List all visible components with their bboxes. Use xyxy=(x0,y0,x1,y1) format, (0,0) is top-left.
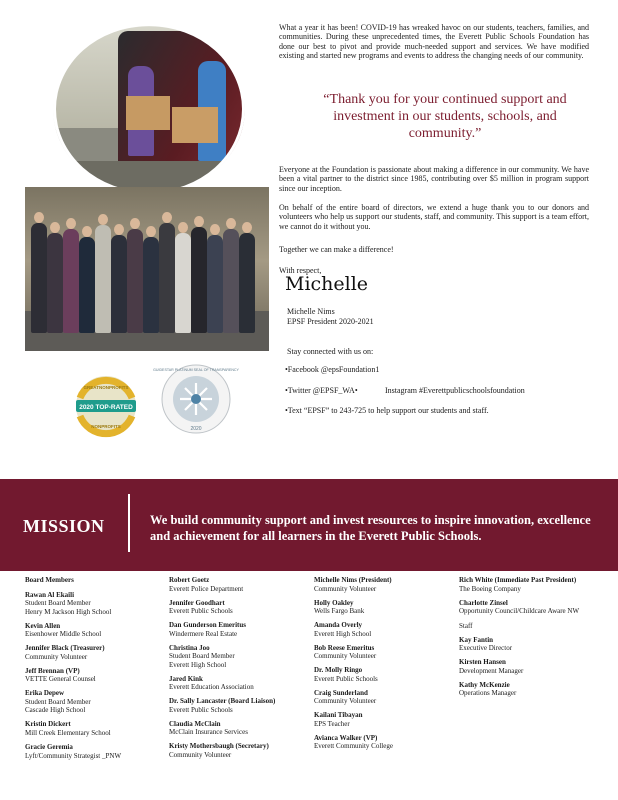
board-member xyxy=(25,689,160,715)
member-name: Amanda Overly xyxy=(314,621,363,630)
member-affiliation: Lyft/Community Strategist _PNW xyxy=(25,751,122,760)
member-affiliation: Student Board Member xyxy=(25,599,91,608)
member-affiliation: Cascade High School xyxy=(25,706,86,715)
member-name: Jennifer Goodhart xyxy=(169,598,225,607)
member-name: Kay Fantin xyxy=(459,635,494,644)
member-affiliation: Community Volunteer xyxy=(25,652,88,661)
member-name: Christina Joo xyxy=(169,643,210,652)
board-heading: Board Members xyxy=(25,576,74,584)
member-affiliation: Windermere Real Estate xyxy=(169,629,238,638)
member-affiliation: Everett High School xyxy=(314,629,372,638)
member-name: Gracie Geremia xyxy=(25,742,73,751)
member-affiliation: Student Board Member xyxy=(169,652,235,661)
badge1-bottom-text: NONPROFITS xyxy=(91,424,121,429)
member-name: Kathy McKenzie xyxy=(459,680,510,689)
member-affiliation: Henry M Jackson High School xyxy=(25,607,112,616)
board-member xyxy=(314,621,449,638)
board-member xyxy=(25,591,160,617)
member-affiliation: Everett Police Department xyxy=(169,584,244,593)
staff-heading: Staff xyxy=(459,621,473,630)
member-name: Kevin Allen xyxy=(25,621,61,630)
thank-you-paragraph: On behalf of the entire board of directors, we extend a huge thank you to our donors and volunteers who help us support our students, staff, and community. This support is a team effort, we cannot do it without you. xyxy=(279,203,589,231)
board-column-2 xyxy=(169,576,304,765)
member-affiliation: Everett Community College xyxy=(314,742,393,751)
board-member xyxy=(314,666,449,683)
board-member xyxy=(314,711,449,728)
member-affiliation: VETTE General Counsel xyxy=(25,675,96,684)
member-affiliation: Community Volunteer xyxy=(169,751,232,759)
member-affiliation: Operations Manager xyxy=(459,689,517,698)
member-affiliation: Wells Fargo Bank xyxy=(314,607,365,616)
member-affiliation: Everett Education Association xyxy=(169,683,254,692)
board-member xyxy=(169,742,304,759)
member-name: Dr. Molly Ringo xyxy=(314,666,363,675)
member-affiliation: Community Volunteer xyxy=(314,697,377,706)
member-name: Dr. Sally Lancaster (Board Liaison) xyxy=(169,697,276,706)
board-group-photo xyxy=(25,187,269,351)
member-affiliation: The Boeing Company xyxy=(459,584,521,593)
member-name: Jeff Brennan (VP) xyxy=(25,666,80,675)
badge2-text: GUIDESTAR PLATINUM SEAL OF TRANSPARENCY xyxy=(153,368,239,372)
board-member xyxy=(25,644,160,661)
board-member xyxy=(169,644,304,670)
board-member xyxy=(314,576,449,593)
board-member xyxy=(25,667,160,684)
member-affiliation: EPS Teacher xyxy=(314,719,350,728)
twitter-link[interactable]: •Twitter @EPSF_WA• xyxy=(285,386,358,395)
member-name: Charlotte Zinsel xyxy=(459,598,508,607)
signer-title: EPSF President 2020-2021 xyxy=(287,317,374,326)
board-column-3 xyxy=(314,576,449,757)
member-affiliation: Community Volunteer xyxy=(314,652,377,661)
instagram-link[interactable]: Instagram #Everettpublicschoolsfoundation xyxy=(385,386,525,395)
foundation-paragraph: Everyone at the Foundation is passionate about making a difference in our community. We have been a vital partner to the district since 1985, contributing over $5 million in program support since our inception. xyxy=(279,165,589,193)
board-member xyxy=(25,622,160,639)
board-member xyxy=(169,720,304,737)
mission-statement: We build community support and invest resources to inspire innovation, excellence and achievement for all learners in the Everett Public Schools. xyxy=(150,513,591,543)
member-affiliation: Opportunity Council/Childcare Aware NW xyxy=(459,607,580,616)
board-member xyxy=(25,743,160,760)
mission-divider xyxy=(128,494,130,552)
facebook-link[interactable]: •Facebook @epsFoundation1 xyxy=(285,365,380,374)
member-affiliation: Executive Director xyxy=(459,644,513,653)
top-rated-badge xyxy=(66,370,146,440)
member-affiliation: Eisenhower Middle School xyxy=(25,630,102,639)
board-column-1 xyxy=(25,576,160,766)
closing-line: With respect, xyxy=(279,266,322,275)
member-affiliation: Student Board Member xyxy=(25,697,91,706)
board-member xyxy=(169,599,304,616)
connect-heading: Stay connected with us on: xyxy=(287,347,374,356)
board-member xyxy=(314,689,449,706)
badge1-top-text: GREATNONPROFITS xyxy=(83,385,129,390)
member-name: Rich White (Immediate Past President) xyxy=(459,576,577,584)
member-name: Jared Kink xyxy=(169,674,203,683)
board-member xyxy=(169,697,304,714)
member-name: Rawan Al Ekaili xyxy=(25,590,75,599)
board-member xyxy=(459,576,589,593)
text-donate-line: •Text “EPSF” to 243-725 to help support our students and staff. xyxy=(285,406,489,415)
signer-name: Michelle Nims xyxy=(287,307,335,316)
board-member xyxy=(25,720,160,737)
member-affiliation: Development Manager xyxy=(459,666,524,675)
member-name: Jennifer Black (Treasurer) xyxy=(25,644,105,653)
member-name: Erika Depew xyxy=(25,689,65,698)
member-affiliation: Community Volunteer xyxy=(314,584,377,593)
board-member xyxy=(314,644,449,661)
member-name: Dan Gunderson Emeritus xyxy=(169,621,247,630)
mission-title: MISSION xyxy=(23,516,105,536)
member-name: Claudia McClain xyxy=(169,719,221,728)
member-name: Michelle Nims (President) xyxy=(314,576,392,584)
board-member xyxy=(459,658,589,675)
signature: Michelle xyxy=(285,273,369,295)
member-name: Kristin Dickert xyxy=(25,720,71,729)
board-member xyxy=(459,599,589,616)
member-affiliation: McClain Insurance Services xyxy=(169,728,248,737)
together-line: Together we can make a difference! xyxy=(279,245,394,254)
member-affiliation: Mill Creek Elementary School xyxy=(25,728,111,737)
member-affiliation: Everett Public Schools xyxy=(169,607,233,616)
guidestar-seal xyxy=(153,363,239,443)
intro-paragraph: What a year it has been! COVID-19 has wreaked havoc on our students, teachers, families, and communities. During these unprecedented times, the Everett Public Schools Foundation has done our best to pivot and provide much-needed support and services. We have modified existing and started new programs and events to address the changing needs of our community. xyxy=(279,23,589,61)
badge1-middle-text: 2020 TOP-RATED xyxy=(79,404,133,411)
board-member xyxy=(314,734,449,751)
board-member xyxy=(169,621,304,638)
member-name: Kailani Tibayan xyxy=(314,711,363,720)
member-affiliation: Everett Public Schools xyxy=(314,674,378,683)
member-name: Robert Goetz xyxy=(169,576,210,584)
board-member xyxy=(314,599,449,616)
badge2-year: 2020 xyxy=(190,426,202,432)
member-name: Bob Reese Emeritus xyxy=(314,643,375,652)
board-column-4 xyxy=(459,576,589,703)
pull-quote: “Thank you for your continued support and investment in our students, schools, and community.” xyxy=(323,92,567,141)
photo-circle-frame xyxy=(53,23,245,195)
member-name: Craig Sunderland xyxy=(314,688,368,697)
member-name: Kristy Mothersbaugh (Secretary) xyxy=(169,742,269,751)
member-name: Holly Oakley xyxy=(314,598,354,607)
board-member xyxy=(459,681,589,698)
board-member xyxy=(169,675,304,692)
board-member xyxy=(169,576,304,593)
board-member xyxy=(459,636,589,653)
member-affiliation: Everett High School xyxy=(169,660,227,669)
member-name: Avianca Walker (VP) xyxy=(314,733,378,742)
member-affiliation: Everett Public Schools xyxy=(169,705,233,714)
member-name: Kirsten Hansen xyxy=(459,658,506,667)
